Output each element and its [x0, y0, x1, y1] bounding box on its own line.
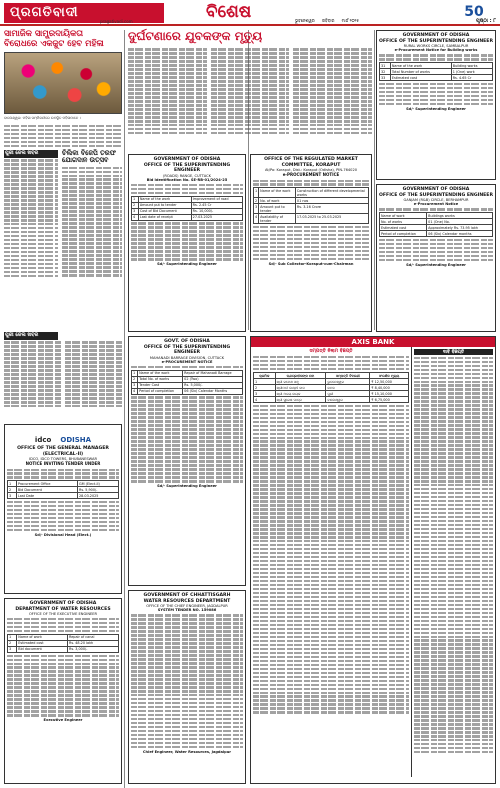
table-cell: Estimated cost	[380, 225, 427, 231]
table-cell: ଶ୍ରୀ ସୁରେଶ ପାତ୍ର	[275, 397, 326, 403]
table-cell: 2	[254, 385, 276, 391]
ganjam-sub: GANJAM (R&B) CIRCLE, BERHAMPUR	[403, 198, 469, 202]
table-cell: 1	[8, 481, 17, 487]
date-part-date: ମାର୍ଚ୍ଚ ୨୦୨୫	[341, 18, 359, 23]
mahanadi-tender	[128, 336, 246, 586]
table-cell: Name of work	[380, 213, 427, 219]
table-cell: 4	[254, 214, 259, 224]
table-cell: 3	[132, 208, 139, 214]
koraput-heading: e-PROCUREMENT NOTICE	[282, 172, 340, 178]
masthead	[0, 0, 500, 26]
wrd-table	[7, 634, 119, 653]
table-cell: Rs. 48.20 lakh	[68, 640, 119, 646]
table-cell: Rs. 10,000/-	[191, 208, 242, 214]
dateline	[295, 18, 496, 25]
table-row	[380, 231, 493, 237]
table-cell: 1	[8, 634, 17, 640]
second-brief	[4, 332, 122, 420]
koraput-table	[253, 187, 369, 224]
ganjam-table	[379, 212, 493, 237]
koraput-title: OFFICE OF THE REGULATED MARKET COMMITTEE, KORAPUT	[264, 157, 358, 168]
table-row	[254, 204, 369, 214]
table-cell: 2	[132, 376, 138, 382]
table-cell: ₹ 12,50,000	[370, 379, 409, 385]
table-cell: 1	[254, 379, 276, 385]
table-row	[132, 388, 243, 394]
logo-subtitle: PRAGATIVADI	[46, 19, 77, 24]
table-cell: Repair of canal	[68, 634, 119, 640]
cuttack-ref: Bid Identification No. SE-RB-01/2024-25	[146, 177, 228, 182]
table-cell: 3	[8, 646, 17, 652]
table-cell: 2	[255, 198, 258, 203]
table-cell: Rs. 4.65 Cr	[451, 75, 492, 81]
cuttack-tender	[128, 154, 246, 332]
idco-heading: NOTICE INVITING TENDER UNDER	[25, 461, 101, 467]
ganjam-tender	[376, 184, 496, 332]
axis-right-panel	[411, 347, 495, 777]
page-number: ପୃଷ୍ଠା : ୮	[476, 18, 496, 24]
mahanadi-heading: e-PROCUREMENT NOTICE	[161, 359, 213, 364]
table-cell: Improvement of road	[191, 196, 242, 202]
table-row	[8, 646, 119, 652]
accident-headline: ଦୁର୍ଘଟଣାରେ ଯୁବକଙ୍କ ମୃତ୍ୟୁ	[128, 29, 263, 43]
table-cell: 1	[132, 196, 139, 202]
table-cell: 06 (Six) Calendar months	[427, 231, 493, 237]
table-row	[380, 75, 493, 81]
table-cell: ଭୁବନେଶ୍ୱର	[326, 379, 370, 385]
koraput-sub: At/Po: Koraput, Dist.: Koraput (Odisha), PIN-764020	[264, 168, 358, 172]
table-cell: 28.03.2025	[78, 493, 119, 499]
table-header: ସମ୍ପତ୍ତି ବିବରଣୀ	[326, 373, 370, 379]
table-cell: Bid Document	[16, 487, 77, 493]
table-cell: Rs. 5,900/-	[78, 487, 119, 493]
main-story	[4, 30, 122, 148]
table-cell: 2	[8, 487, 17, 493]
table-cell: No. of works	[380, 219, 427, 225]
idco-sub: IDCO, IDCO TOWERS, BHUBANESWAR	[29, 457, 97, 461]
cuttack-office: OFFICE OF THE SUPERINTENDING ENGINEER	[143, 162, 231, 173]
wrd-sub: OFFICE OF THE EXECUTIVE ENGINEER	[28, 612, 98, 616]
table-cell: Amount put to tender	[259, 204, 296, 214]
table-cell: Rs. 3,000/-	[68, 646, 119, 652]
table-cell: Name of the work	[259, 188, 296, 198]
table-cell: 4	[132, 214, 139, 220]
second-brief-headline: ପୁରୀ ଜେଲ ଖବର	[4, 332, 58, 340]
anniversary-badge: 50	[464, 4, 484, 20]
table-cell: 27.03.2025	[191, 214, 242, 220]
axis-bank-logo[interactable]: AXIS BANK	[251, 337, 495, 347]
table-cell: 32	[380, 69, 391, 75]
table-cell: Name of the work	[390, 63, 451, 69]
accident-story	[128, 30, 372, 148]
logo-url[interactable]: pragativadi.com	[100, 19, 133, 24]
rural-table	[379, 62, 493, 81]
column-divider	[124, 30, 125, 788]
table-cell: Last Date	[16, 493, 77, 499]
wrd-footer: Executive Engineer	[43, 718, 83, 723]
table-cell: Name of work	[17, 634, 68, 640]
table-cell: Estimated cost	[390, 75, 451, 81]
table-cell: 31	[380, 63, 391, 69]
table-header: ଋଣଗ୍ରହୀତାଙ୍କ ନାମ	[275, 373, 326, 379]
table-cell: 17.03.2025 to 25.03.2025	[295, 214, 368, 224]
ganjam-footer: Sd/- Superintending Engineer	[406, 262, 466, 267]
column-divider	[374, 30, 375, 330]
puri-brief-body	[4, 159, 58, 277]
axis-right-heading: ଦାବି ବିଜ୍ଞପ୍ତି	[414, 349, 493, 355]
axis-right-body	[414, 355, 493, 775]
table-row	[254, 188, 369, 198]
table-header: ସଂରକ୍ଷିତ ମୂଲ୍ୟ	[370, 373, 409, 379]
table-cell: 33	[380, 75, 391, 81]
cuttack-footer: Sd/- Superintending Engineer	[157, 262, 217, 267]
rural-title: GOVERNMENT OF ODISHA	[402, 33, 470, 38]
second-brief-body	[4, 340, 122, 409]
chilika-story	[62, 150, 122, 330]
table-cell: Name of the work	[138, 196, 191, 202]
table-header: କ୍ରମିକ	[254, 373, 276, 379]
table-cell: ବାଲେଶ୍ୱର	[326, 397, 370, 403]
koraput-tender	[250, 154, 372, 332]
rural-footer: Sd/- Superintending Engineer	[406, 106, 466, 111]
table-cell: Tender Cost	[138, 382, 183, 388]
table-cell: No. of work	[259, 198, 296, 204]
axis-body	[253, 403, 409, 733]
table-cell: 1	[132, 370, 138, 376]
photo-caption: ବାଲେଶ୍ୱର: ମହିଳା ସମ୍ମିଳନୀରେ ଉପସ୍ଥିତ ମହିଳାମାନେ ।	[4, 116, 81, 120]
table-cell: Total Number of works	[390, 69, 451, 75]
chhattisgarh-footer: Chief Engineer, Water Resources, Jagdalpur	[142, 749, 232, 754]
idco-table	[7, 480, 119, 499]
axis-bank-notice	[250, 336, 496, 784]
table-cell: ପୁରୀ	[326, 391, 370, 397]
cuttack-title: GOVERNMENT OF ODISHA	[153, 157, 221, 162]
axis-left-panel	[251, 347, 411, 777]
wrd-tender	[4, 598, 122, 784]
chhattisgarh-tender	[128, 590, 246, 784]
table-cell: ₹ 6,75,000	[370, 397, 409, 403]
mahanadi-title: GOVT. OF ODISHA	[164, 339, 210, 344]
table-cell: 2	[132, 202, 139, 208]
table-cell: 3	[254, 391, 276, 397]
rural-office: OFFICE OF THE SUPERINTENDING ENGINEER	[379, 38, 493, 44]
section-title: ବିଶେଷ	[206, 2, 252, 22]
table-cell: Estimated cost	[17, 640, 68, 646]
table-cell: ଶ୍ରୀ ରମେଶ ସାହୁ	[275, 379, 326, 385]
table-cell: Period of completion	[138, 388, 183, 394]
table-row	[132, 214, 243, 220]
table-cell: Bid document	[17, 646, 68, 652]
mahanadi-table	[131, 370, 243, 395]
chhattisgarh-sub: OFFICE OF THE CHIEF ENGINEER, JAGDALPUR	[146, 604, 228, 608]
table-row	[8, 493, 119, 499]
table-cell: 1	[254, 188, 259, 198]
ganjam-title: GOVERNMENT OF ODISHA	[402, 187, 470, 192]
idco-footer: Sd/- Divisional Head (Elect.)	[34, 532, 92, 537]
axis-heading: ସମ୍ପତ୍ତି ନିଲାମ ବିଜ୍ଞପ୍ତି	[309, 349, 353, 354]
main-story-headline-1: ସାମାଜିକ ସାମ୍ପ୍ରଦାୟିକତା	[4, 29, 84, 39]
table-cell: 3	[132, 382, 138, 388]
table-cell: Rs. 3.16 Crore	[295, 204, 368, 214]
date-part-city: ଭୁବନେଶ୍ୱର	[295, 18, 315, 23]
puri-brief	[4, 150, 58, 330]
table-cell: Amount put to tender	[138, 202, 191, 208]
table-cell: Procurement Office	[16, 481, 77, 487]
cuttack-sub: (ROADS) RANGE, CUTTACK	[162, 173, 211, 178]
axis-table	[253, 372, 409, 403]
koraput-footer: Sd/- Sub Collector-Koraput-cum-Chairman	[268, 261, 354, 266]
table-cell: ₹ 15,10,000	[370, 391, 409, 397]
table-cell: 06 (Six) Calendar Months	[183, 388, 243, 394]
main-story-body	[4, 123, 122, 149]
mahanadi-footer: Sd/- Superintending Engineer	[157, 484, 217, 489]
table-cell: 3	[254, 204, 259, 214]
ganjam-heading: e-Procurement Notice	[413, 202, 459, 207]
table-cell: Last date of receipt	[138, 214, 191, 220]
ganjam-office: OFFICE OF THE SUPERINTENDING ENGINEER	[379, 192, 493, 198]
chilika-headline-2: ଯୋଗଦାନ ଉତ୍ସବ	[62, 156, 109, 165]
table-cell: Total No. of works	[138, 376, 183, 382]
table-cell: 01 (One) No.	[427, 219, 493, 225]
chhattisgarh-title: GOVERNMENT OF CHHATTISGARH	[143, 593, 231, 598]
table-cell: 4	[132, 388, 138, 394]
table-cell: Rs. 2.45 Cr	[191, 202, 242, 208]
rural-sub: RURAL WORKS CIRCLE, SAMBALPUR	[403, 44, 469, 48]
idco-office: OFFICE OF THE GENERAL MANAGER (ELECTRICAL-II)	[17, 446, 109, 457]
main-story-headline-2: ବିରୋଧରେ ଏକଜୁଟ ହେବ ମହିଳା	[4, 38, 104, 49]
table-cell: Availability of tender	[259, 214, 296, 224]
table-cell: 02 (Two)	[183, 376, 243, 382]
newspaper-logo[interactable]: ପ୍ରଗତିବାଦୀ	[4, 3, 164, 23]
table-cell: Repair of Mahanadi Barrage	[183, 370, 243, 376]
table-cell: 3	[8, 493, 17, 499]
table-cell: ₹ 8,40,000	[370, 385, 409, 391]
puri-brief-headline: ପୁରୀ ଜେଲ ଖବର	[4, 150, 58, 158]
table-cell: Cost of Bid Document	[138, 208, 191, 214]
table-cell: 01 nos	[295, 198, 368, 204]
accident-body	[128, 47, 372, 136]
table-row	[254, 214, 369, 224]
idco-tender	[4, 424, 122, 594]
mahanadi-office: OFFICE OF THE SUPERINTENDING ENGINEER	[143, 344, 231, 355]
table-row	[254, 397, 409, 403]
mahanadi-sub: MAHANADI BARRAGE DIVISION, CUTTACK	[149, 355, 225, 360]
table-cell: ଶ୍ରୀମତୀ ଲକ୍ଷ୍ମୀ ଦାସ	[275, 385, 326, 391]
odisha-logo: ODISHA	[60, 436, 92, 444]
table-cell: Building works	[451, 63, 492, 69]
date-part-day: ରବିବାର	[321, 18, 335, 23]
table-cell: Approximately Rs. 73.95 lakh	[427, 225, 493, 231]
chilika-body	[62, 167, 122, 277]
chhattisgarh-heading: SYSTEM TENDER NO. 159086	[157, 608, 217, 613]
table-cell: GM (Elect-II)	[78, 481, 119, 487]
table-cell: 1 (One) work	[451, 69, 492, 75]
table-cell: Buildings works	[427, 213, 493, 219]
idco-logo: idco	[34, 436, 52, 444]
table-cell: Construction of different developmental works	[295, 188, 368, 198]
table-cell: Period of completion	[380, 231, 427, 237]
table-cell: 2	[8, 640, 17, 646]
chhattisgarh-office: WATER RESOURCES DEPARTMENT	[143, 598, 231, 604]
table-cell: ଶ୍ରୀ ଅଜୟ ନାୟକ	[275, 391, 326, 397]
chilika-headline-1: ଚିଲିକା ବିଜେପି ତରଫ	[62, 149, 116, 157]
wrd-office: DEPARTMENT OF WATER RESOURCES	[15, 606, 111, 612]
rural-works-tender	[376, 30, 496, 180]
rural-heading: e-Procurement Notice for Building works	[394, 48, 478, 53]
table-cell: Name of the work	[138, 370, 183, 376]
cuttack-table	[131, 196, 243, 221]
wrd-title: GOVERNMENT OF ODISHA	[29, 601, 97, 606]
table-cell: Rs. 5,000/-	[183, 382, 243, 388]
rally-photo	[4, 52, 122, 114]
table-cell: କଟକ	[326, 385, 370, 391]
table-cell: 4	[254, 397, 276, 403]
